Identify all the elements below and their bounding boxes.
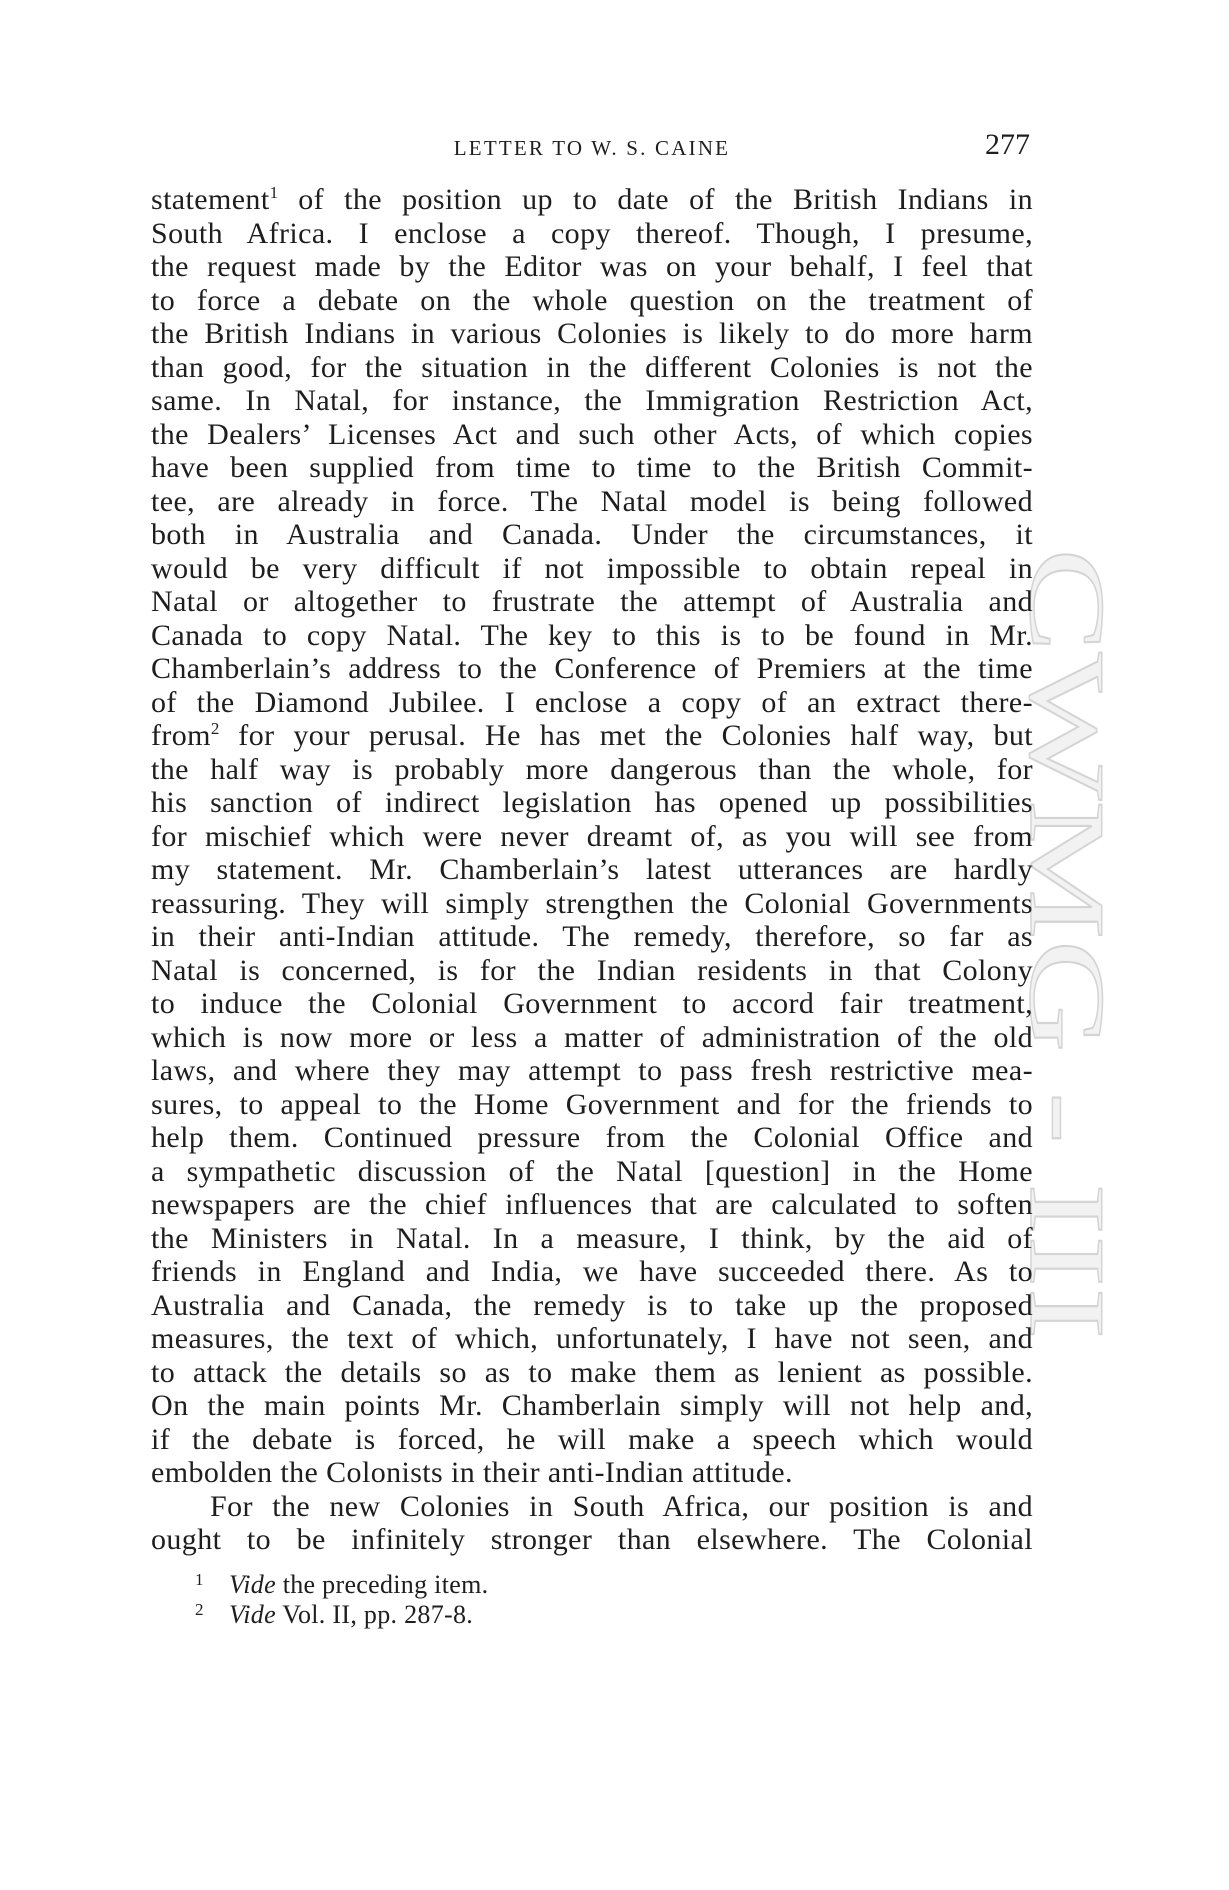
body-line: friends in England and India, we have succeeded there. As to xyxy=(151,1255,1033,1288)
body-line: measures, the text of which, unfortunately, I have not seen, and xyxy=(151,1322,1033,1355)
body-line: to force a debate on the whole question on the treatment of xyxy=(151,283,1033,317)
body-line: a sympathetic discussion of the Natal [question] in the Home xyxy=(151,1154,1033,1188)
body-line: tee, are already in force. The Natal model is being followed xyxy=(151,484,1033,518)
body-line: ought to be infinitely stronger than elsewhere. The Colonial xyxy=(151,1523,1033,1556)
body-line: of the Diamond Jubilee. I enclose a copy of an extract there- xyxy=(151,685,1033,719)
footnote: 2 Vide Vol. II, pp. 287-8. xyxy=(195,1600,474,1629)
footnote-text: Vol. II, pp. 287-8. xyxy=(275,1600,474,1629)
body-line: his sanction of indirect legislation has opened up possibilities xyxy=(151,786,1033,819)
body-line: the Dealers’ Licenses Act and such other Acts, of which copies xyxy=(151,417,1033,451)
body-line: Canada to copy Natal. The key to this is to be found in Mr. xyxy=(151,618,1033,652)
body-line: to induce the Colonial Government to accord fair treatment, xyxy=(151,987,1033,1020)
body-line: than good, for the situation in the different Colonies is not the xyxy=(151,350,1033,384)
body-line: same. In Natal, for instance, the Immigration Restriction Act, xyxy=(151,384,1033,417)
body-line: laws, and where they may attempt to pass fresh restrictive mea- xyxy=(151,1054,1033,1087)
watermark: CWMG - III xyxy=(1007,548,1126,1340)
body-line: would be very difficult if not impossible to obtain repeal in xyxy=(151,551,1033,585)
body-line xyxy=(151,719,1033,753)
running-head: LETTER TO W. S. CAINE xyxy=(453,136,731,160)
body-text xyxy=(151,183,1033,1557)
footnote-italic: Vide xyxy=(229,1600,276,1629)
body-line: the Ministers in Natal. In a measure, I think, by the aid of xyxy=(151,1221,1033,1255)
footnote: 1 Vide the preceding item. xyxy=(195,1570,489,1599)
footnote-reference: 2 xyxy=(210,719,220,738)
line-text: of the position up to date of the British Indians in xyxy=(278,183,1033,216)
page-number: 277 xyxy=(985,128,1030,161)
body-line: Natal or altogether to frustrate the attempt of Australia and xyxy=(151,585,1033,618)
body-line: Natal is concerned, is for the Indian residents in that Colony xyxy=(151,953,1033,987)
body-line: if the debate is forced, he will make a speech which would xyxy=(151,1422,1033,1456)
line-text: from xyxy=(151,719,211,752)
body-line: the British Indians in various Colonies is likely to do more harm xyxy=(151,317,1033,350)
footnote-text: the preceding item. xyxy=(275,1570,489,1599)
body-line: the request made by the Editor was on your behalf, I feel that xyxy=(151,250,1033,283)
paragraph xyxy=(151,1490,1033,1557)
body-line: Australia and Canada, the remedy is to take up the proposed xyxy=(151,1288,1033,1322)
body-line: reassuring. They will simply strengthen the Colonial Governments xyxy=(151,886,1033,920)
body-line: embolden the Colonists in their anti-Indian attitude. xyxy=(151,1456,793,1489)
body-line: both in Australia and Canada. Under the circumstances, it xyxy=(151,518,1033,551)
body-line: to attack the details so as to make them as lenient as possible. xyxy=(151,1355,1033,1389)
body-line: sures, to appeal to the Home Government and for the friends to xyxy=(151,1087,1033,1121)
body-line xyxy=(151,183,1033,217)
body-line: On the main points Mr. Chamberlain simply will not help and, xyxy=(151,1389,1033,1422)
paragraph xyxy=(151,183,1033,1490)
footnote-italic: Vide xyxy=(229,1570,276,1599)
footnote-reference: 1 xyxy=(269,183,279,202)
body-line: newspapers are the chief influences that are calculated to soften xyxy=(151,1188,1033,1221)
body-line: the half way is probably more dangerous than the whole, for xyxy=(151,752,1033,786)
body-line: in their anti-Indian attitude. The remedy, therefore, so far as xyxy=(151,920,1033,953)
line-text: for your perusal. He has met the Colonies half way, but xyxy=(219,719,1033,752)
footnotes xyxy=(195,1570,488,1630)
body-line: Chamberlain’s address to the Conference of Premiers at the time xyxy=(151,652,1033,685)
body-line: have been supplied from time to time to the British Commit- xyxy=(151,451,1033,484)
line-text: statement xyxy=(151,183,270,216)
body-line: my statement. Mr. Chamberlain’s latest utterances are hardly xyxy=(151,853,1033,886)
body-line: South Africa. I enclose a copy thereof. Though, I presume, xyxy=(151,216,1033,250)
body-line: for mischief which were never dreamt of, as you will see from xyxy=(151,819,1033,853)
body-line: For the new Colonies in South Africa, our position is and xyxy=(210,1489,1033,1523)
body-line: help them. Continued pressure from the Colonial Office and xyxy=(151,1121,1033,1154)
body-line: which is now more or less a matter of administration of the old xyxy=(151,1020,1033,1054)
